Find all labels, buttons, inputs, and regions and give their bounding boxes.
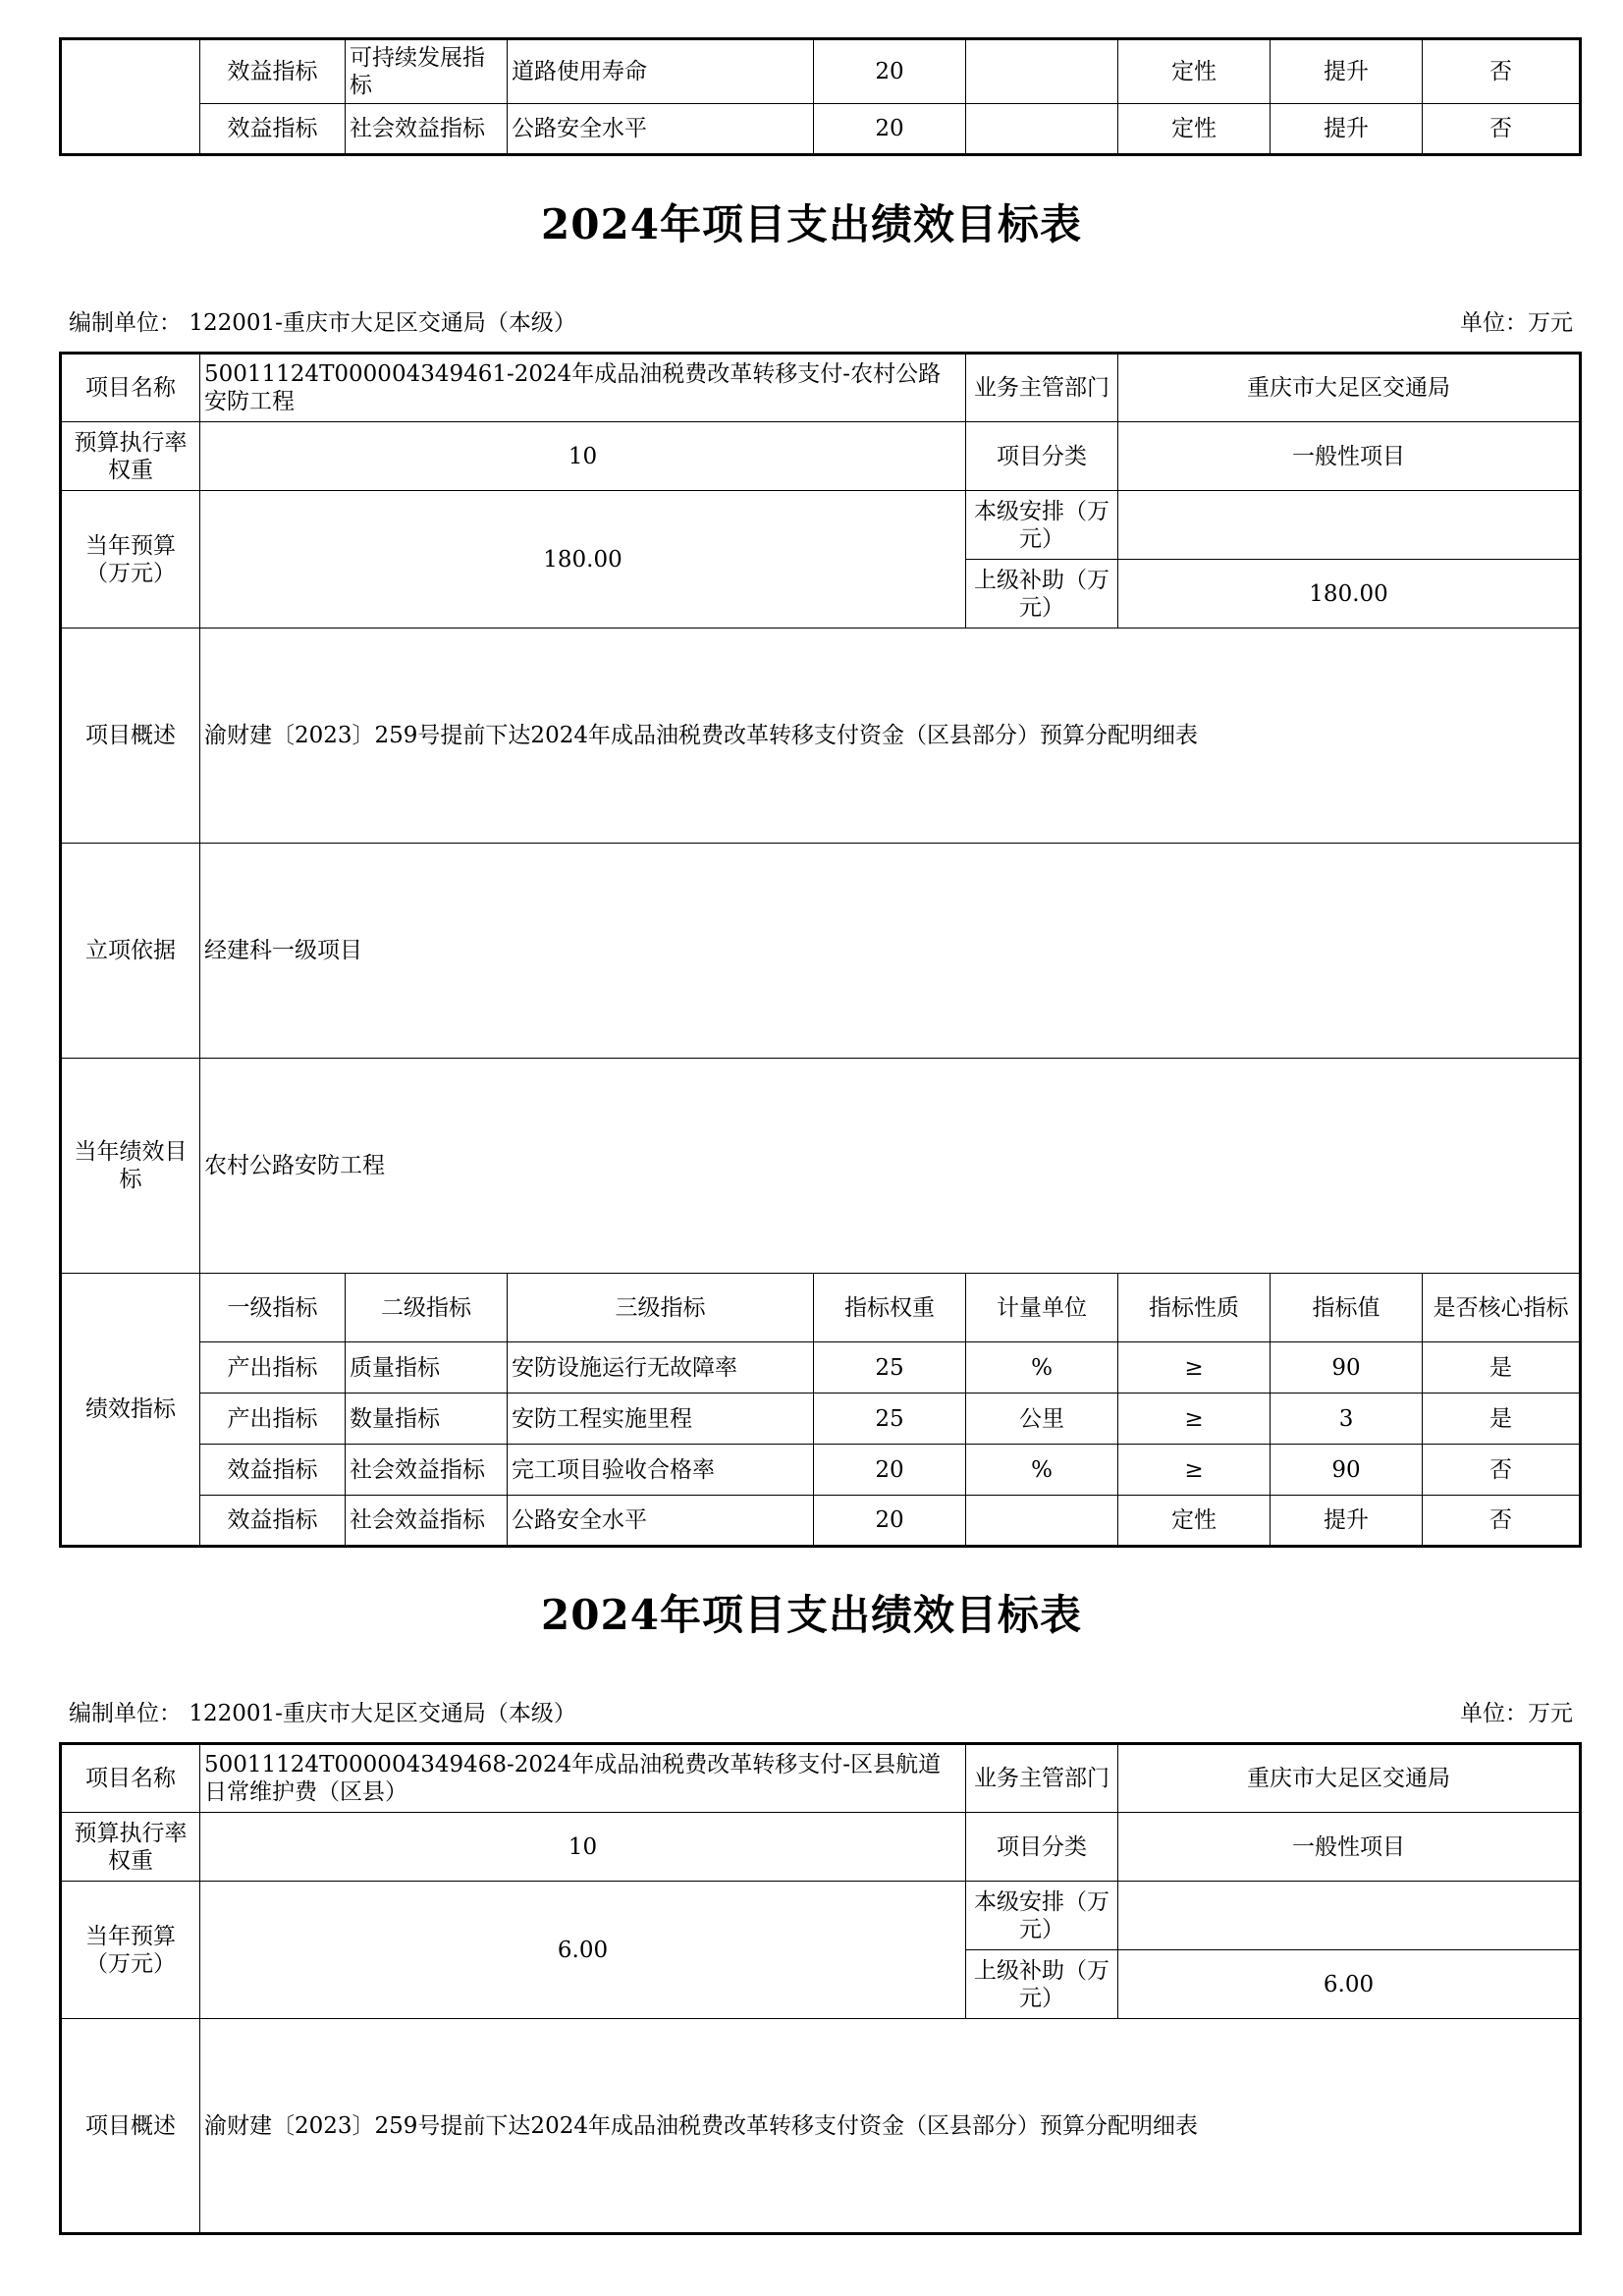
budget-value: 6.00 [200, 1882, 966, 2019]
indicator-value: 90 [1271, 1342, 1423, 1394]
table-row [61, 491, 1581, 560]
page-title: 2024年项目支出绩效目标表 [541, 200, 1082, 248]
indicator-nature: 定性 [1118, 39, 1271, 104]
goal-value: 农村公路安防工程 [200, 1059, 1581, 1274]
budget-label: 当年预算（万元） [61, 1882, 200, 2019]
indicator-weight: 20 [814, 1445, 966, 1496]
overview-label: 项目概述 [61, 629, 200, 844]
indicator-weight: 25 [814, 1342, 966, 1394]
table-row [61, 629, 1581, 844]
overview-value: 渝财建〔2023〕259号提前下达2024年成品油税费改革转移支付资金（区县部分）预算分配明细表 [200, 2019, 1581, 2234]
table-row [61, 104, 1581, 155]
indicator-unit: 公里 [966, 1394, 1118, 1445]
table-row [61, 844, 1581, 1059]
table-row [61, 1813, 1581, 1882]
indicator-l3: 安防设施运行无故障率 [508, 1342, 814, 1394]
local-label: 本级安排（万元） [966, 491, 1118, 560]
indicator-l2: 可持续发展指标 [346, 39, 508, 104]
indicator-l1: 效益指标 [200, 104, 346, 155]
indicator-weight: 20 [814, 1496, 966, 1547]
indicator-weight: 20 [814, 104, 966, 155]
table-row [61, 1274, 1581, 1342]
perf-label: 绩效指标 [61, 1274, 200, 1547]
dept-value: 重庆市大足区交通局 [1118, 1744, 1581, 1813]
indicator-l3: 安防工程实施里程 [508, 1394, 814, 1445]
table-row [61, 1744, 1581, 1813]
page-title: 2024年项目支出绩效目标表 [541, 1591, 1082, 1639]
continuation-table [59, 37, 1582, 156]
superior-label: 上级补助（万元） [966, 1950, 1118, 2019]
header-core: 是否核心指标 [1423, 1274, 1581, 1342]
indicator-nature: ≥ [1118, 1342, 1271, 1394]
indicator-unit [966, 1496, 1118, 1547]
goal-label: 当年绩效目标 [61, 1059, 200, 1274]
table-row [61, 354, 1581, 422]
local-label: 本级安排（万元） [966, 1882, 1118, 1950]
indicator-core: 否 [1423, 1445, 1581, 1496]
indicator-value: 提升 [1271, 104, 1423, 155]
header-unit: 计量单位 [966, 1274, 1118, 1342]
table-row [61, 39, 1581, 104]
indicator-l3: 公路安全水平 [508, 1496, 814, 1547]
indicator-unit [966, 39, 1118, 104]
indicator-unit: % [966, 1342, 1118, 1394]
org-label: 编制单位： [69, 1701, 182, 1726]
indicator-l1: 效益指标 [200, 39, 346, 104]
overview-label: 项目概述 [61, 2019, 200, 2234]
overview-value: 渝财建〔2023〕259号提前下达2024年成品油税费改革转移支付资金（区县部分）预算分配明细表 [200, 629, 1581, 844]
category-value: 一般性项目 [1118, 422, 1581, 491]
org-line [69, 304, 1573, 337]
indicator-core: 是 [1423, 1394, 1581, 1445]
org-label: 编制单位： [69, 310, 182, 336]
header-weight: 指标权重 [814, 1274, 966, 1342]
indicator-core: 否 [1423, 1496, 1581, 1547]
org-line [69, 1695, 1573, 1727]
indicator-value: 提升 [1271, 39, 1423, 104]
table-row [61, 1496, 1581, 1547]
header-value: 指标值 [1271, 1274, 1423, 1342]
project-name-label: 项目名称 [61, 1744, 200, 1813]
indicator-l1: 效益指标 [200, 1445, 346, 1496]
table-row [61, 1882, 1581, 1950]
indicator-weight: 25 [814, 1394, 966, 1445]
indicator-l3: 道路使用寿命 [508, 39, 814, 104]
indicator-nature: 定性 [1118, 1496, 1271, 1547]
local-value [1118, 1882, 1581, 1950]
org-value: 122001-重庆市大足区交通局（本级） [189, 310, 576, 336]
unit-label: 单位：万元 [1460, 310, 1573, 336]
basis-label: 立项依据 [61, 844, 200, 1059]
basis-value: 经建科一级项目 [200, 844, 1581, 1059]
category-label: 项目分类 [966, 422, 1118, 491]
exec-weight-label: 预算执行率权重 [61, 1813, 200, 1882]
indicator-weight: 20 [814, 39, 966, 104]
superior-label: 上级补助（万元） [966, 560, 1118, 629]
indicator-l2: 社会效益指标 [346, 1496, 508, 1547]
exec-weight-value: 10 [200, 422, 966, 491]
table-row [61, 1394, 1581, 1445]
indicator-unit [966, 104, 1118, 155]
header-l1: 一级指标 [200, 1274, 346, 1342]
indicator-unit: % [966, 1445, 1118, 1496]
project-name-value: 50011124T000004349468-2024年成品油税费改革转移支付-区县航道日常维护费（区县） [200, 1744, 966, 1813]
blank-cell [61, 39, 200, 155]
indicator-l3: 公路安全水平 [508, 104, 814, 155]
local-value [1118, 491, 1581, 560]
indicator-value: 提升 [1271, 1496, 1423, 1547]
indicator-value: 90 [1271, 1445, 1423, 1496]
budget-label: 当年预算（万元） [61, 491, 200, 629]
indicator-l2: 数量指标 [346, 1394, 508, 1445]
org-value: 122001-重庆市大足区交通局（本级） [189, 1701, 576, 1726]
indicator-l3: 完工项目验收合格率 [508, 1445, 814, 1496]
header-l2: 二级指标 [346, 1274, 508, 1342]
indicator-l2: 社会效益指标 [346, 1445, 508, 1496]
table-row [61, 1445, 1581, 1496]
dept-label: 业务主管部门 [966, 354, 1118, 422]
table-row [61, 1342, 1581, 1394]
table-row [61, 2019, 1581, 2234]
category-label: 项目分类 [966, 1813, 1118, 1882]
project-name-value: 50011124T000004349461-2024年成品油税费改革转移支付-农村公路安防工程 [200, 354, 966, 422]
category-value: 一般性项目 [1118, 1813, 1581, 1882]
header-l3: 三级指标 [508, 1274, 814, 1342]
superior-value: 180.00 [1118, 560, 1581, 629]
indicator-l1: 产出指标 [200, 1394, 346, 1445]
exec-weight-value: 10 [200, 1813, 966, 1882]
dept-value: 重庆市大足区交通局 [1118, 354, 1581, 422]
table-row [61, 1059, 1581, 1274]
indicator-core: 否 [1423, 39, 1581, 104]
dept-label: 业务主管部门 [966, 1744, 1118, 1813]
indicator-nature: ≥ [1118, 1445, 1271, 1496]
indicator-l2: 质量指标 [346, 1342, 508, 1394]
project-name-label: 项目名称 [61, 354, 200, 422]
indicator-core: 是 [1423, 1342, 1581, 1394]
performance-table [59, 1742, 1582, 2235]
table-row [61, 422, 1581, 491]
indicator-core: 否 [1423, 104, 1581, 155]
indicator-l2: 社会效益指标 [346, 104, 508, 155]
exec-weight-label: 预算执行率权重 [61, 422, 200, 491]
superior-value: 6.00 [1118, 1950, 1581, 2019]
budget-value: 180.00 [200, 491, 966, 629]
performance-table [59, 352, 1582, 1548]
indicator-l1: 效益指标 [200, 1496, 346, 1547]
header-nature: 指标性质 [1118, 1274, 1271, 1342]
indicator-nature: 定性 [1118, 104, 1271, 155]
indicator-l1: 产出指标 [200, 1342, 346, 1394]
indicator-value: 3 [1271, 1394, 1423, 1445]
indicator-nature: ≥ [1118, 1394, 1271, 1445]
unit-label: 单位：万元 [1460, 1701, 1573, 1726]
